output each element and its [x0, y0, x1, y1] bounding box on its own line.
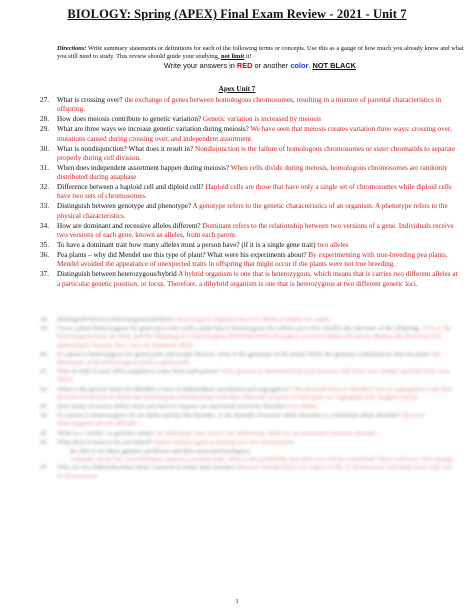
title-text: BIOLOGY: Spring (APEX) Final Exam Review - 2021 - Unit 7 — [67, 7, 407, 21]
blurred-question-item — [40, 464, 458, 480]
question-list — [40, 96, 458, 290]
answer-text: an individual who carries one deleterious allele for an autosomal recessive disorder — [157, 429, 377, 437]
subitem-text: A female carrier for color blindness marries a normal male. What is the probability that their son will be colorblind? There will have 50% change. — [70, 456, 455, 464]
question-text: What is crossing over? — [57, 96, 125, 104]
blurred-question-item — [40, 403, 458, 411]
question-text: If a plant is heterozygous for green pods and purple flowers, what is the genotype of the plant? Write the genome combinations that the plant — [57, 350, 431, 358]
question-number: 39. — [40, 325, 49, 333]
directions-paragraph — [57, 45, 467, 61]
question-item — [40, 125, 458, 144]
instruction-red-word: RED — [236, 61, 253, 70]
question-text: Distinguish between genotype and phenotype? — [57, 202, 193, 211]
question-number: 36. — [40, 250, 49, 259]
question-number: 40. — [40, 350, 49, 358]
answer-text: 25% of the heterozygous traits are dark, and the offspring of a heterozygous dominant and homozygous recessive plant will always display the dominant trait (phenotype), because they carry the dominant allele. — [57, 325, 451, 349]
question-text: What are three ways we increase genetic variation during meiosis? — [57, 125, 251, 134]
question-number: 46. — [40, 438, 49, 446]
question-text: Distinguish between heterozygous/hybrid — [57, 270, 179, 279]
question-item — [40, 222, 458, 241]
question-text: When does independent assortment happen during meiosis? — [57, 163, 231, 172]
question-number: 47. — [40, 464, 49, 472]
page-title — [0, 7, 474, 22]
answer-text: Genetic variation is increased by meiosis — [202, 115, 321, 124]
question-number: 28. — [40, 115, 49, 124]
question-item — [40, 115, 458, 124]
question-text: To have a dominant trait how many alleles must a person have? (if it is a single gene trait) — [57, 240, 318, 249]
blurred-question-item — [40, 439, 458, 447]
directions-label: Directions: — [57, 45, 87, 52]
blurred-question-item — [40, 412, 458, 428]
question-text: Distinguish between homozygous/purebred — [57, 316, 174, 323]
answer-text: By experimenting with true-breeding pea plants, Mendel avoided the appearance of unexpected traits in offspring that might occur if the plants were not true breeding. — [57, 250, 448, 269]
instruction-part3: . — [308, 61, 313, 70]
blurred-question-item — [40, 430, 458, 438]
question-text: Cross a plant heterozygous for green pea color with a plant that is homozygous for yellow pea color. Predict the outcome of the offspring. — [57, 325, 423, 333]
answer-text: Haploid cells are those that have only a single set of chromosomes while diploid cells have two sets of chromosomes. — [57, 183, 452, 201]
answer-text: two alleles — [289, 403, 318, 411]
subitem-text: Be able to do these genetics problems and their associated pedigrees. — [70, 448, 252, 456]
question-number: 32. — [40, 183, 49, 192]
question-item — [40, 202, 458, 221]
question-number: 29. — [40, 125, 49, 134]
instruction-part1: Write your answers in — [163, 61, 237, 70]
question-text: Difference between a haploid cell and diploid cell? — [57, 183, 206, 192]
blurred-preview-region — [40, 316, 458, 482]
question-number: 41. — [40, 368, 49, 376]
question-item — [40, 145, 458, 164]
answer-text: two alleles — [317, 240, 349, 249]
instruction-part2: or another — [252, 61, 291, 70]
blurred-question-item — [40, 316, 458, 324]
question-number: 33. — [40, 202, 49, 211]
answer-text: The phenotype of the heterozygous plant is green pods. — [57, 350, 441, 367]
question-text: Why are sex-linked disorders more common in males than females? — [57, 464, 238, 472]
answer-text: The physical basis of Mendel's law of segregation is the first division of meiosis in which the homologous chromosomes with their different versions of each gene are segregated into daughter nuclei. — [57, 385, 453, 401]
question-item — [40, 241, 458, 250]
instruction-part4: . — [356, 61, 359, 70]
section-title: Apex Unit 7 — [218, 85, 256, 93]
question-number: 31. — [40, 163, 49, 172]
question-item — [40, 183, 458, 202]
question-number: 27. — [40, 96, 49, 104]
directions-text: Write summary statements or definitions for each of the following terms or concepts. Use this as a gauge of how much you already know and what you still need to study. This review should guide your studying, — [57, 45, 464, 61]
question-number: 30. — [40, 144, 49, 153]
blurred-question-item — [40, 351, 458, 367]
answer-text: Your genome is inherited from your parents, half from your mother and half from your father. — [57, 368, 451, 384]
answer-color-instruction — [91, 61, 431, 70]
answer-text: the exchange of genes between homologous chromosomes, resulting in a mixture of parental characteristics in offspring. — [57, 96, 442, 114]
question-item — [40, 96, 458, 115]
blurred-question-item — [40, 386, 458, 402]
answer-text: a homozygous organism has two identical alleles for a gene. — [173, 316, 333, 323]
answer-text: Nondisjunction is the failure of homologous chromosomes or sister chromatids to separate properly during cell division. — [57, 144, 456, 162]
answer-text: When cells divide during meiosis, homologous chromosomes are randomly distributed during anaphase — [57, 163, 448, 182]
question-text: How are dominant and recessive alleles different? — [57, 221, 203, 230]
answer-text: Because females have two copies of the X chromosome and males have only one X chromosome — [57, 464, 452, 480]
question-number: 38. — [40, 316, 49, 323]
answer-text: A genotype refers to the genetic characteristics of an organism. A phenotype refers to the physical characteristics. — [57, 202, 448, 220]
question-item — [40, 164, 458, 183]
question-number: 44. — [40, 412, 49, 420]
answer-text: trait in which a gene is located on a sex chromosome — [154, 438, 295, 446]
question-number: 42. — [40, 385, 49, 393]
blurred-question-item — [40, 325, 458, 350]
question-number: 43. — [40, 403, 49, 411]
question-text: What is the genetic basis for Mendel's Laws of independent assortment and segregation? — [57, 385, 293, 393]
directions-end: it! — [244, 53, 252, 61]
blurred-subitem — [40, 448, 458, 456]
question-number: 34. — [40, 221, 49, 230]
question-number: 35. — [40, 240, 49, 249]
instruction-blue-word: color — [290, 61, 309, 70]
question-item — [40, 270, 458, 289]
question-text: What does it mean to be sex-linked? — [57, 438, 155, 446]
blurred-question-item — [40, 368, 458, 384]
blurred-subitem — [40, 456, 458, 464]
answer-text: We have seen that meiosis creates variation three ways: crossing over, mutations caused during crossing over, and independent assortment. — [57, 125, 452, 143]
page-number: 1 — [235, 598, 239, 605]
question-text: What is a "carrier" in genetics terms? — [57, 429, 158, 437]
answer-text: A hybrid organism is one that is heterozygous, which means that is carries two different alleles at a particular genetic position, or locus. Therefore, a dihybrid organism is one that is heterozygous at two different genetic loci. — [57, 270, 458, 288]
question-text: What is nondisjunction? What does it result in? — [57, 144, 196, 153]
question-text: If a parent is heterozygous for an allele and has the disorder- is the disorder recessive allele disorder or a dominant allele disorder? — [57, 412, 403, 420]
directions-emphasis: not limit — [221, 53, 245, 61]
question-number: 45. — [40, 429, 49, 437]
question-item — [40, 251, 458, 270]
question-number: 37. — [40, 270, 49, 279]
question-text: How does meiosis contribute to genetic variation? — [57, 115, 203, 124]
answer-text: Dominant refers to the relationship between two versions of a gene. Individuals receive two versions of each gene, known as alleles, from each parent. — [57, 221, 454, 239]
answer-text: Because heterozygotes are not affected. — [57, 412, 425, 428]
question-text: Pea plants – why did Mendel use this type of plant? What were his experiments about? — [57, 250, 309, 259]
question-text: Why do half of your DNA sequences come from each parent? — [57, 368, 222, 376]
instruction-not-black: NOT BLACK — [312, 61, 357, 70]
question-text: How many recessive alleles must you have to express an autosomal recessive disorder? — [57, 403, 289, 411]
